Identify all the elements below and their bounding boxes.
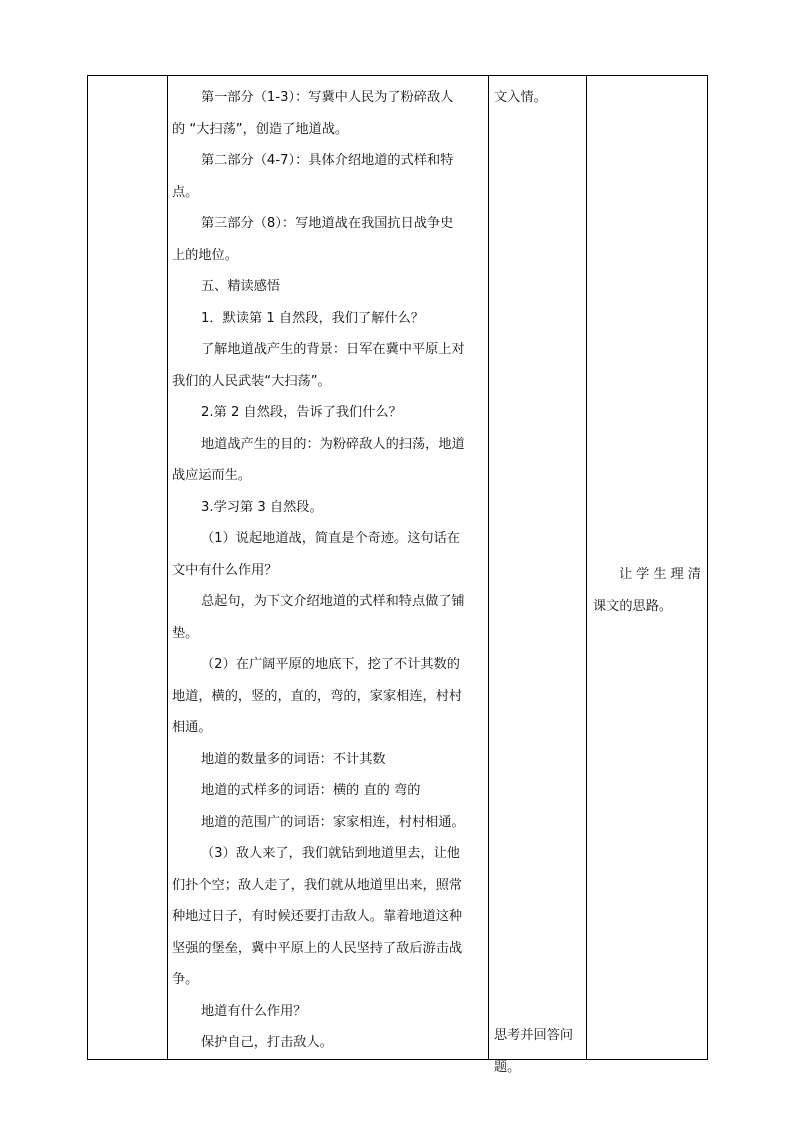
design-intent-line: 课文的思路。: [593, 598, 673, 614]
content-line: 种地过日子，有时候还要打击敌人。靠着地道这种: [172, 909, 463, 924]
content-line: 了解地道战产生的背景：日军在冀中平原上对: [201, 342, 465, 357]
content-line: 地道的范围广的词语：家家相连，村村相通。: [201, 814, 465, 830]
content-line: 争。: [172, 972, 199, 987]
content-line: 我们的人民武装“大扫荡”。: [172, 373, 331, 389]
design-intent-text: [593, 559, 705, 622]
content-line: 地道，横的，竖的，直的，弯的，家家相连，村村: [172, 688, 463, 704]
content-line: 第三部分（8）：写地道战在我国抗日战争史: [201, 216, 454, 231]
content-line: （3）敌人来了，我们就钻到地道里去，让他: [201, 846, 460, 861]
student-activity-cell: [489, 76, 587, 1075]
content-line: 地道的数量多的词语：不计其数: [201, 751, 386, 767]
content-line: 点。: [172, 184, 199, 200]
content-line: 总起句，为下文介绍地道的式样和特点做了铺: [201, 594, 465, 609]
content-line: 上的地位。: [172, 247, 238, 263]
content-line: 战应运而生。: [172, 468, 252, 483]
content-line: 地道战产生的目的：为粉碎敌人的扫荡，地道: [201, 436, 465, 452]
content-line: 保护自己，打击敌人。: [201, 1035, 333, 1050]
content-line: 文中有什么作用？: [172, 562, 278, 578]
content-line: 第一部分（1-3）：写冀中人民为了粉碎敌人: [201, 90, 454, 105]
content-line: 五、精读感悟: [201, 279, 281, 294]
content-line: （1）说起地道战，简直是个奇迹。这句话在: [201, 531, 460, 546]
table-row: [88, 76, 708, 1060]
content-line: 坚强的堡垒，冀中平原上的人民坚持了敌后游击战: [172, 940, 463, 956]
student-note-bottom: [494, 1020, 573, 1083]
lesson-table: [87, 75, 708, 1075]
content-line: 地道有什么作用？: [201, 1003, 307, 1019]
content-line: 地道的式样多的词语：横的 直的 弯的: [201, 783, 421, 798]
content-line: 第二部分（4-7）：具体介绍地道的式样和特: [201, 153, 454, 168]
teaching-content: [168, 76, 488, 1059]
content-line: （2）在广阔平原的地底下，挖了不计其数的: [201, 657, 460, 672]
design-intent-line: 让学生理清: [619, 567, 705, 582]
teaching-process-cell: [168, 76, 489, 1060]
content-line: 们扑个空；敌人走了，我们就从地道里出来，照常: [172, 877, 463, 893]
design-intent-cell: [587, 76, 708, 1060]
student-note-top: 文入情。: [494, 90, 547, 105]
content-line: 垫。: [172, 625, 199, 641]
empty-cell: [88, 76, 168, 1060]
student-note-line: 题。: [494, 1059, 521, 1075]
student-note-line: 思考并回答问: [494, 1028, 574, 1043]
content-line: 2.第 2 自然段，告诉了我们什么？: [201, 405, 402, 420]
content-line: 3.学习第 3 自然段。: [201, 499, 323, 515]
content-line: 1．默读第 1 自然段，我们了解什么？: [201, 310, 424, 326]
content-line: 相通。: [172, 720, 212, 735]
content-line: 的 “大扫荡”，创造了地道战。: [172, 121, 349, 137]
